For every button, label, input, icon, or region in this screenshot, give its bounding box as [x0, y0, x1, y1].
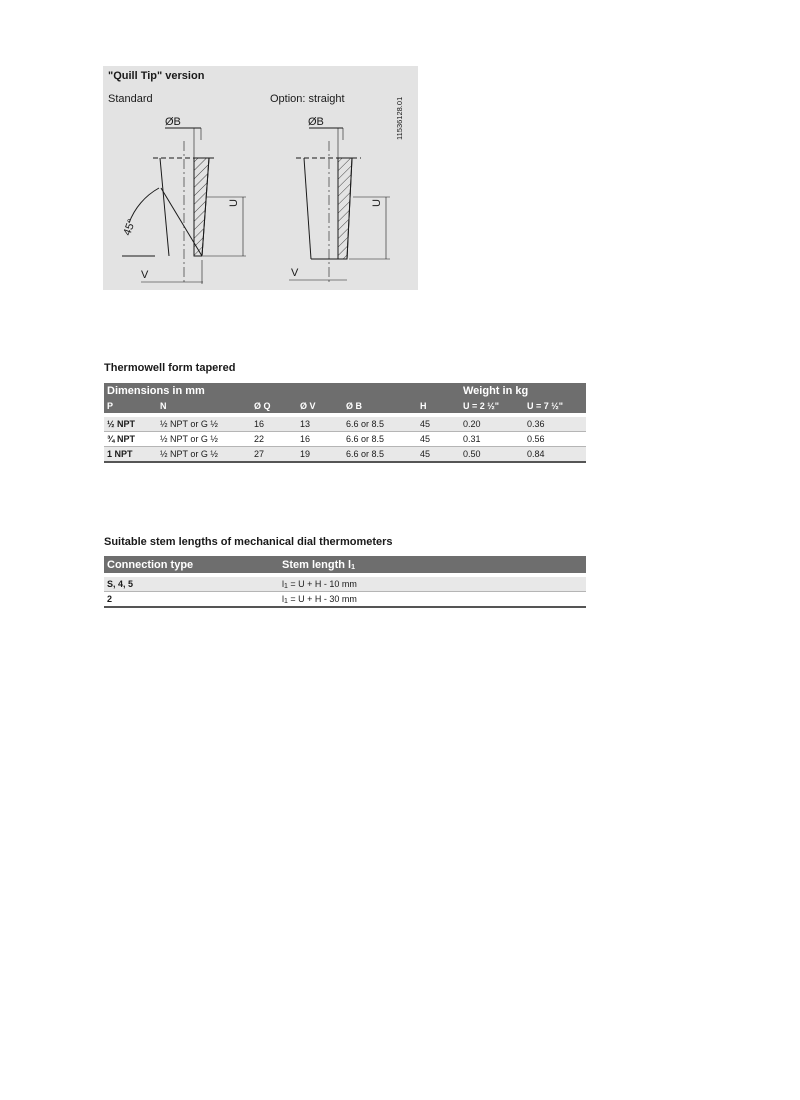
cell-w2: 0.36 — [524, 417, 586, 432]
formula-text: = U + H - 10 mm — [287, 578, 357, 589]
label-option-straight: Option: straight — [270, 93, 345, 105]
angle-label: 45° — [121, 217, 139, 238]
cell-w1: 0.20 — [460, 417, 524, 432]
col-header-v: Ø V — [297, 399, 343, 413]
table-row — [104, 592, 586, 608]
cell-w1: 0.50 — [460, 447, 524, 463]
cell-p: ½ NPT — [104, 417, 157, 432]
col-header-stem — [279, 556, 586, 573]
cell-v: 13 — [297, 417, 343, 432]
formula-sub: 1 — [284, 582, 288, 590]
cell-w2: 0.56 — [524, 432, 586, 447]
technical-drawing — [103, 66, 418, 290]
cell-h: 45 — [417, 432, 460, 447]
stem-header-sub: 1 — [351, 563, 355, 571]
group-weight-header: Weight in kg — [460, 383, 586, 399]
quill-tip-figure — [103, 66, 418, 290]
col-header-p: P — [104, 399, 157, 413]
formula-sub: 1 — [284, 597, 288, 605]
col-header-u75: U = 7 ½" — [524, 399, 586, 413]
cell-n: ½ NPT or G ½ — [157, 417, 251, 432]
dim-b-label-standard: ØB — [165, 116, 181, 128]
cell-p: ¾ NPT — [104, 432, 157, 447]
formula-text: = U + H - 30 mm — [287, 593, 357, 604]
thermowell-table — [104, 383, 586, 463]
cell-n: ½ NPT or G ½ — [157, 432, 251, 447]
col-header-n: N — [157, 399, 251, 413]
group-dimensions-header: Dimensions in mm — [104, 383, 460, 399]
col-header-u25: U = 2 ½" — [460, 399, 524, 413]
cell-w1: 0.31 — [460, 432, 524, 447]
cell-w2: 0.84 — [524, 447, 586, 463]
table-row — [104, 447, 586, 463]
cell-p: 1 NPT — [104, 447, 157, 463]
cell-connection: S, 4, 5 — [104, 577, 279, 592]
formula-l: l — [282, 593, 284, 604]
stem-length-table — [104, 556, 586, 608]
formula-l: l — [282, 578, 284, 589]
cell-b: 6.6 or 8.5 — [343, 432, 417, 447]
cell-h: 45 — [417, 417, 460, 432]
dim-v-label-option: V — [291, 267, 299, 279]
cell-formula — [279, 577, 586, 592]
cell-v: 19 — [297, 447, 343, 463]
table-row — [104, 432, 586, 447]
col-header-b: Ø B — [343, 399, 417, 413]
table2-title: Suitable stem lengths of mechanical dial thermometers — [104, 536, 393, 548]
cell-h: 45 — [417, 447, 460, 463]
cell-connection: 2 — [104, 592, 279, 608]
cell-b: 6.6 or 8.5 — [343, 447, 417, 463]
cell-q: 22 — [251, 432, 297, 447]
col-header-q: Ø Q — [251, 399, 297, 413]
col-header-h: H — [417, 399, 460, 413]
table-row — [104, 577, 586, 592]
dim-u-label-standard: U — [228, 199, 240, 207]
dim-v-label-standard: V — [141, 269, 149, 281]
label-standard: Standard — [108, 93, 153, 105]
cell-q: 27 — [251, 447, 297, 463]
figure-title: "Quill Tip" version — [108, 70, 205, 82]
cell-v: 16 — [297, 432, 343, 447]
col-header-connection: Connection type — [104, 556, 279, 573]
cell-b: 6.6 or 8.5 — [343, 417, 417, 432]
table1-title: Thermowell form tapered — [104, 362, 236, 374]
drawing-code: 11536128.01 — [395, 96, 404, 140]
table-row — [104, 417, 586, 432]
stem-header-text: Stem length l — [282, 558, 352, 571]
dim-u-label-option: U — [371, 199, 383, 207]
cell-n: ½ NPT or G ½ — [157, 447, 251, 463]
dim-b-label-option: ØB — [308, 116, 324, 128]
cell-formula — [279, 592, 586, 608]
cell-q: 16 — [251, 417, 297, 432]
